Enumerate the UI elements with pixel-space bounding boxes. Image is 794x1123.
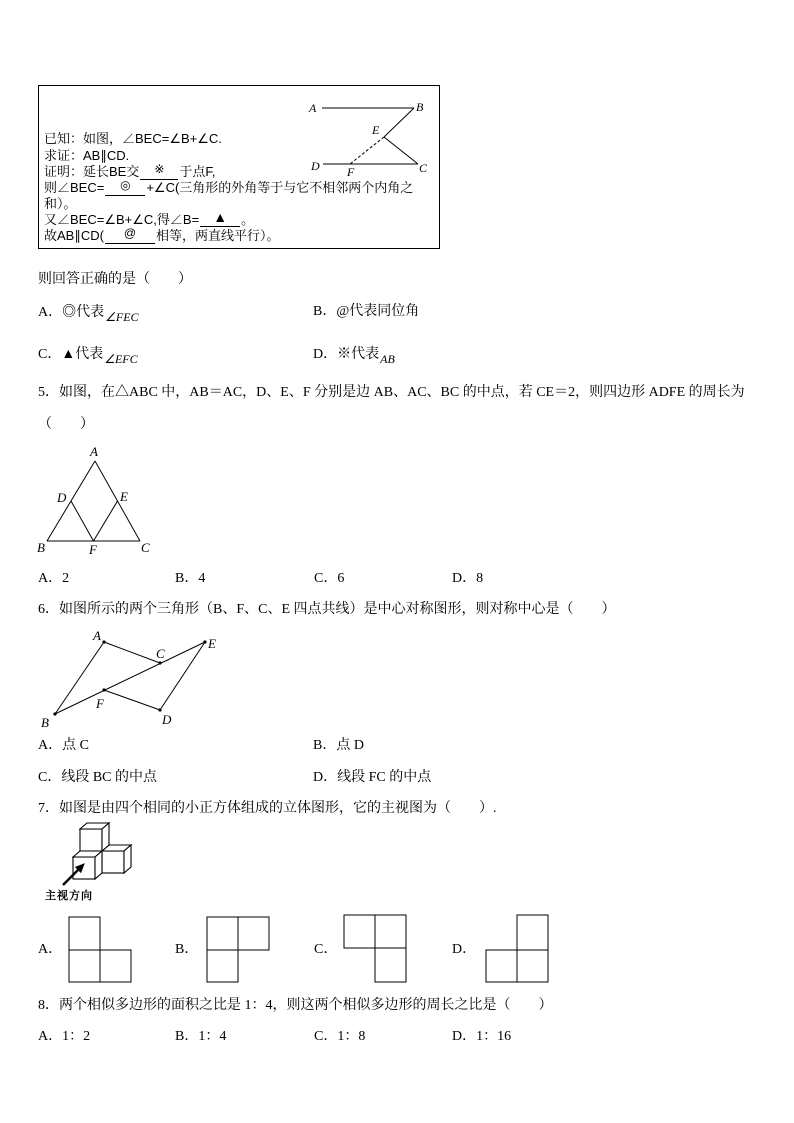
q5-option-d	[452, 570, 483, 588]
view-square	[69, 917, 100, 950]
option-text: 6	[337, 571, 345, 586]
option-text: ※代表	[337, 347, 380, 362]
option-text: ◎代表	[62, 305, 105, 320]
option-text: 1：2	[62, 1029, 91, 1044]
label-F: F	[96, 696, 104, 711]
segment-DF	[104, 690, 160, 710]
proof-text: 故AB∥CD(	[44, 228, 104, 243]
blank-symbol: ◎	[120, 178, 131, 192]
q7-option-b-figure	[207, 917, 269, 982]
q5-option-a	[38, 570, 69, 588]
label-B: B	[41, 715, 49, 730]
q7-option-a-figure	[69, 917, 131, 982]
proof-text: 相等，两直线平行）。	[155, 228, 280, 243]
label-C: C	[156, 646, 165, 661]
view-square	[375, 948, 406, 982]
q7-option-c-figure	[344, 915, 406, 982]
q8-option-d	[452, 1028, 511, 1046]
option-text: ▲代表	[61, 347, 104, 362]
q4-option-d	[313, 345, 395, 364]
option-letter: C．	[314, 1029, 338, 1044]
q6-figure	[41, 628, 216, 730]
q5-stem-cont: （ ）	[38, 417, 94, 432]
proof-text: 于点F,	[179, 164, 216, 179]
fill-blank	[105, 178, 145, 196]
view-square	[69, 950, 100, 982]
point-B	[53, 712, 56, 715]
segment-AB	[55, 642, 104, 714]
option-text: 8	[476, 571, 484, 586]
label-B: B	[37, 540, 45, 555]
option-letter: B．	[313, 304, 337, 319]
q7-stem: 7．如图是由四个相同的小正方体组成的立体图形，它的主视图为（ ）.	[38, 801, 497, 816]
proof-step-3	[44, 209, 255, 228]
q5-option-c	[314, 570, 344, 588]
label-A: A	[309, 101, 317, 115]
proof-text: 又∠BEC=∠B+∠C,得∠B=	[44, 212, 200, 227]
q8-option-a	[38, 1028, 90, 1046]
view-square	[238, 917, 269, 950]
proof-text: +∠C(三角形的外角等于与它不相邻两个内角之	[146, 180, 414, 195]
view-direction-caption: 主视方向	[45, 889, 93, 902]
proof-step-4	[44, 228, 279, 244]
proof-given-line: 已知：如图，∠BEC=∠B+∠C.	[44, 131, 222, 146]
option-math: AB	[380, 352, 395, 366]
point-E	[203, 640, 206, 643]
label-A: A	[90, 444, 98, 459]
option-letter: B．	[175, 1029, 199, 1044]
fill-blank	[200, 209, 240, 227]
label-F: F	[89, 542, 97, 557]
option-text: 4	[198, 571, 206, 586]
option-text: 点 D	[336, 738, 364, 753]
cube	[73, 851, 102, 879]
option-letter: A．	[38, 738, 63, 753]
option-text: 线段 BC 的中点	[61, 770, 158, 785]
q6-option-a	[38, 737, 89, 755]
view-square	[486, 950, 517, 982]
cube	[102, 845, 131, 873]
option-letter: C．	[38, 347, 62, 362]
q4-stem: 则回答正确的是（ ）	[38, 272, 192, 287]
label-C: C	[419, 161, 428, 175]
segment-AC	[95, 461, 140, 541]
cube	[80, 823, 109, 851]
label-E: E	[120, 489, 128, 504]
q7-option-b-letter: B．	[175, 942, 199, 957]
view-square	[207, 917, 238, 950]
view-direction-arrow-icon	[63, 864, 84, 885]
option-text: 点 C	[62, 738, 89, 753]
q7-option-c-letter: C．	[314, 942, 338, 957]
proof-step-2	[44, 180, 413, 196]
option-letter: D．	[313, 770, 338, 785]
segment-AB	[47, 461, 95, 541]
blank-symbol: ▲	[213, 209, 228, 225]
q7-option-d-letter: D．	[452, 942, 477, 957]
q6-option-d	[313, 769, 431, 787]
segment-BE	[55, 642, 205, 714]
proof-step-2-cont: 和）。	[44, 196, 77, 211]
segment-AC	[104, 642, 160, 663]
option-text: 2	[62, 571, 70, 586]
option-text: 线段 FC 的中点	[337, 770, 432, 785]
point-D	[158, 708, 161, 711]
segment-EF	[94, 501, 118, 541]
option-text: @代表同位角	[336, 304, 420, 319]
fill-blank	[140, 162, 178, 180]
q6-option-b	[313, 737, 364, 755]
q8-option-c	[314, 1028, 365, 1046]
option-text: 1：4	[198, 1029, 227, 1044]
segment-ED	[160, 642, 205, 710]
view-square	[375, 915, 406, 948]
option-letter: A．	[38, 571, 63, 586]
q5-stem: 5．如图，在△ABC 中，AB＝AC，D、E、F 分别是边 AB、AC、BC 的中点，若 CE＝2，则四边形 ADFE 的周长为	[38, 385, 745, 400]
option-math: ∠FEC	[105, 310, 139, 324]
label-F: F	[347, 165, 355, 179]
view-square	[517, 950, 548, 982]
option-text: 1：8	[337, 1029, 366, 1044]
option-letter: B．	[313, 738, 337, 753]
q7-option-d-figure	[486, 915, 548, 982]
point-F	[102, 688, 105, 691]
q4-option-c	[38, 345, 138, 364]
option-letter: A．	[38, 305, 63, 320]
view-square	[517, 915, 548, 950]
option-letter: C．	[314, 571, 338, 586]
option-letter: A．	[38, 1029, 63, 1044]
option-math: ∠EFC	[104, 352, 138, 366]
point-A	[102, 640, 105, 643]
point-C	[158, 661, 161, 664]
option-letter: B．	[175, 571, 199, 586]
label-D: D	[162, 712, 172, 727]
label-E: E	[372, 123, 380, 137]
blank-symbol: @	[123, 226, 137, 240]
fill-blank	[105, 226, 155, 244]
q6-option-c	[38, 769, 157, 787]
proof-text: 则∠BEC=	[44, 180, 105, 195]
q8-stem: 8．两个相似多边形的面积之比是 1：4，则这两个相似多边形的周长之比是（ ）	[38, 998, 553, 1013]
view-square	[344, 915, 375, 948]
blank-symbol: ※	[154, 162, 165, 176]
proof-prove-line: 求证：AB∥CD.	[44, 148, 130, 163]
view-square	[100, 950, 131, 982]
q7-option-a-letter: A．	[38, 942, 63, 957]
q6-stem: 6．如图所示的两个三角形（B、F、C、E 四点共线）是中心对称图形，则对称中心是（ ）	[38, 602, 616, 617]
q5-figure	[37, 444, 150, 557]
q4-option-a	[38, 303, 139, 322]
label-A: A	[93, 628, 101, 643]
q5-option-b	[175, 570, 205, 588]
cube	[80, 845, 109, 873]
q4-option-b	[313, 303, 419, 321]
label-C: C	[141, 540, 150, 555]
label-D: D	[311, 159, 320, 173]
q8-option-b	[175, 1028, 226, 1046]
option-letter: D．	[313, 347, 338, 362]
q7-solid-figure	[63, 823, 131, 885]
segment-DF	[71, 501, 94, 541]
label-B: B	[416, 100, 424, 114]
option-letter: D．	[452, 571, 477, 586]
option-letter: D．	[452, 1029, 477, 1044]
option-letter: C．	[38, 770, 62, 785]
view-square	[207, 950, 238, 982]
label-E: E	[208, 636, 216, 651]
proof-text: 证明：延长BE交	[44, 164, 140, 179]
label-D: D	[57, 490, 67, 505]
option-text: 1：16	[476, 1029, 512, 1044]
proof-text: 。	[241, 212, 255, 227]
